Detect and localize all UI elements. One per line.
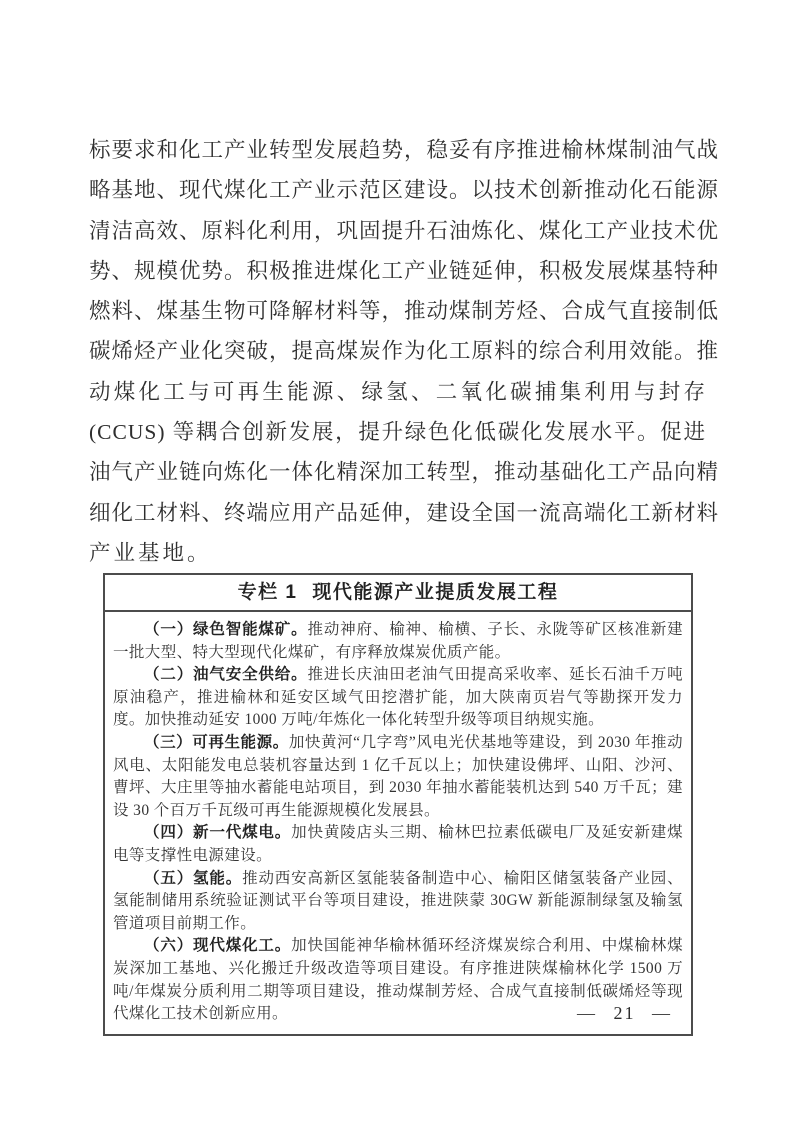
panel-item-text: 加快黄河“几字弯”风电光伏基地等建设，到 2030 年推动风电、太阳能发电总装机容量达到 1 亿千瓦以上；加快建设佛坪、山阳、沙河、曹坪、大庄里等抽水蓄能电站项目，到 2030 年抽水蓄能装机达到 540 万千瓦；建设 30 个百万千瓦级可再生能源规模化发展县。	[113, 733, 683, 819]
body-line: 略基地、现代煤化工产业示范区建设。以技术创新推动化石能源	[89, 178, 720, 203]
body-line: 燃料、煤基生物可降解材料等，推动煤制芳烃、合成气直接制低	[89, 299, 720, 324]
body-line: 势、规模优势。积极推进煤化工产业链延伸，积极发展煤基特种	[89, 258, 720, 283]
panel-item-text: 推动神府、榆神、榆横、子长、永陇等矿区核准新建一批大型、特大型现代化煤矿，有序释放煤炭优质产能。	[113, 621, 683, 661]
panel-item-label: （一）绿色智能煤矿。	[144, 621, 308, 638]
special-column-box	[103, 573, 693, 1036]
body-line: 清洁高效、原料化利用，巩固提升石油炼化、煤化工产业技术优	[89, 218, 720, 243]
body-line: (CCUS) 等耦合创新发展，提升绿色化低碳化发展水平。促进	[89, 420, 706, 445]
panel-item-label: （六）现代煤化工。	[144, 937, 292, 955]
panel-item-label: （三）可再生能源。	[144, 733, 289, 751]
panel-item	[113, 868, 683, 936]
panel-item-text: 加快黄陵店头三期、榆林巴拉素低碳电厂及延安新建煤电等支撑性电源建设。	[113, 824, 683, 864]
body-line: 细化工材料、终端应用产品延伸，建设全国一流高端化工新材料	[89, 500, 720, 525]
page-number: — 21 —	[577, 1003, 672, 1023]
special-column-title	[105, 575, 691, 612]
panel-item-label: （五）氢能。	[144, 869, 243, 887]
special-column-number: 专栏 1	[237, 582, 298, 603]
panel-item-text: 加快国能神华榆林循环经济煤炭综合利用、中煤榆林煤炭深加工基地、兴化搬迁升级改造等项目建设。有序推进陕煤榆林化学 1500 万吨/年煤炭分质利用二期等项目建设，推动煤制芳烃、合成气直接制低碳烯烃等现代煤化工技术创新应用。	[113, 937, 683, 1023]
panel-item-text: 推进长庆油田老油气田提高采收率、延长石油千万吨原油稳产，推进榆林和延安区域气田挖潜扩能，加大陕南页岩气等勘探开发力度。加快推动延安 1000 万吨/年炼化一体化转型升级等项目纳规实施。	[113, 666, 683, 729]
panel-item-label: （四）新一代煤电。	[144, 824, 292, 842]
special-column-body	[105, 612, 691, 1034]
panel-item	[113, 732, 683, 822]
panel-item-label: （二）油气安全供给。	[144, 666, 308, 684]
body-line: 动煤化工与可再生能源、绿氢、二氧化碳捕集利用与封存	[89, 379, 706, 404]
special-column-title-text: 现代能源产业提质发展工程	[312, 582, 559, 603]
body-line: 产业基地。	[89, 540, 212, 565]
body-paragraph	[89, 130, 720, 573]
body-line: 碳烯烃产业化突破，提高煤炭作为化工原料的综合利用效能。推	[89, 339, 720, 364]
panel-item	[113, 822, 683, 867]
body-line: 油气产业链向炼化一体化精深加工转型，推动基础化工产品向精	[89, 460, 720, 485]
panel-item-text: 推动西安高新区氢能装备制造中心、榆阳区储氢装备产业园、氢能制储用系统验证测试平台等项目建设，推进陕蒙 30GW 新能源制绿氢及输氢管道项目前期工作。	[113, 869, 683, 932]
panel-item	[113, 664, 683, 732]
panel-item	[113, 619, 683, 664]
body-line: 标要求和化工产业转型发展趋势，稳妥有序推进榆林煤制油气战	[89, 138, 720, 162]
